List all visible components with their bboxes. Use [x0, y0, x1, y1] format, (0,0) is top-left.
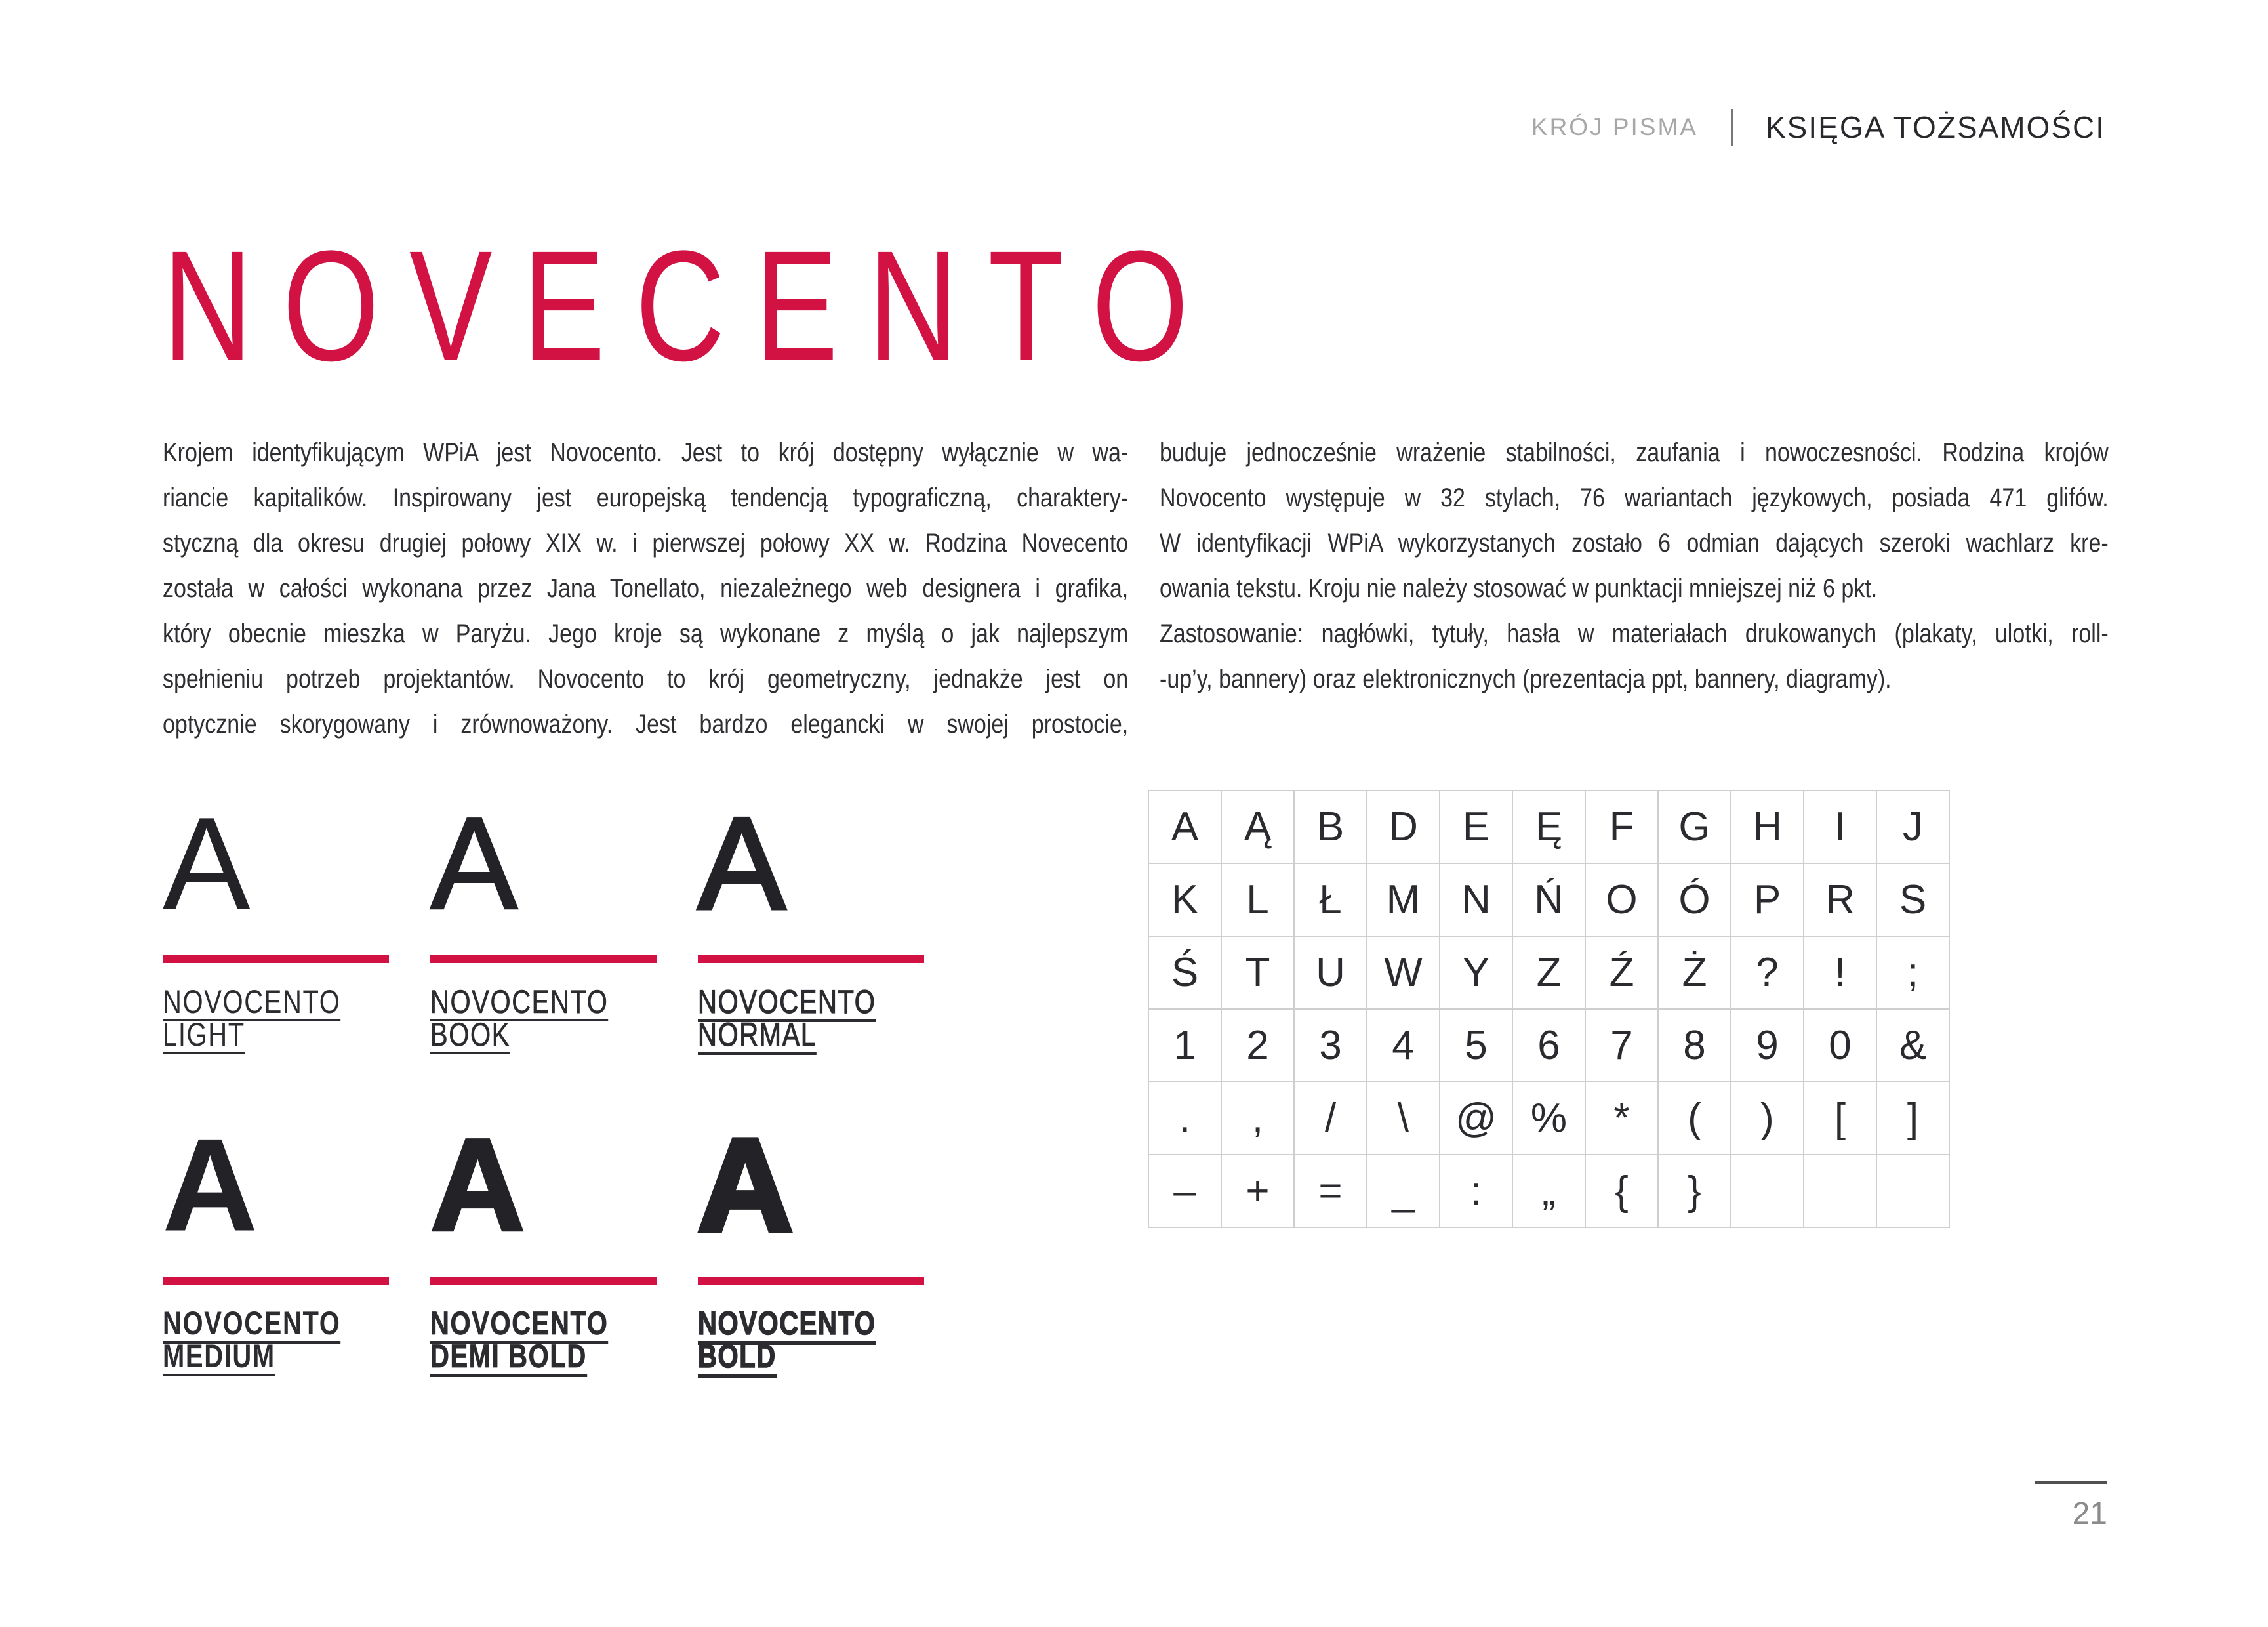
specimen-underline-bar: [163, 955, 389, 963]
specimen-underline-bar: [163, 1277, 389, 1285]
glyph-cell: [1658, 1009, 1731, 1082]
glyph-cell: [1221, 1009, 1294, 1082]
glyph-cell: [1221, 1082, 1294, 1155]
glyph-cell: [1804, 1009, 1876, 1082]
specimen-label: [430, 985, 611, 1051]
body-text-line: Zastosowanie: nagłówki, tytuły, hasła w materiałach drukowanych (plakaty, ulotki, roll-: [1160, 619, 2109, 648]
glyph-cell: [1731, 936, 1804, 1009]
glyph-character: :: [1470, 1168, 1482, 1214]
glyph-cell: [1876, 936, 1949, 1009]
glyph-cell: [1440, 863, 1512, 936]
glyph-cell: [1440, 1009, 1512, 1082]
glyph-character: }: [1688, 1168, 1701, 1214]
glyph-character: ,: [1251, 1096, 1264, 1141]
glyph-cell: [1294, 1009, 1367, 1082]
glyph-cell: [1731, 1009, 1804, 1082]
glyph-character: Y: [1462, 950, 1490, 995]
glyph-character: E: [1462, 804, 1490, 850]
specimen-novocento-demi-bold: [430, 1112, 657, 1441]
glyph-character: Ś: [1171, 950, 1199, 995]
specimen-weight-name: DEMI BOLD: [430, 1340, 587, 1377]
glyph-character: F: [1609, 804, 1634, 850]
specimen-underline-bar: [698, 1277, 924, 1285]
glyph-cell: [1658, 1155, 1731, 1227]
glyph-character: 2: [1246, 1023, 1269, 1068]
glyph-cell: [1367, 791, 1440, 863]
glyph-character: =: [1318, 1168, 1343, 1214]
glyph-character: *: [1613, 1096, 1630, 1141]
specimen-weight-name: BOLD: [698, 1340, 777, 1378]
glyph-cell: [1440, 1082, 1512, 1155]
glyph-character: [: [1834, 1096, 1846, 1141]
glyph-cell: [1148, 1155, 1221, 1227]
glyph-character: _: [1392, 1168, 1415, 1214]
glyph-character: /: [1324, 1096, 1337, 1141]
specimen-family-name: NOVOCENTO: [163, 1307, 340, 1344]
glyph-character: \: [1397, 1096, 1409, 1141]
glyph-character: Z: [1536, 950, 1562, 995]
glyph-character: G: [1678, 804, 1711, 850]
glyph-character: U: [1316, 950, 1345, 995]
glyph-character: Ł: [1319, 877, 1342, 922]
glyph-character: !: [1834, 950, 1846, 995]
specimen-letter: A: [430, 791, 518, 937]
glyph-character: I: [1834, 804, 1846, 850]
glyph-character: .: [1179, 1096, 1191, 1141]
glyph-cell: [1512, 936, 1585, 1009]
glyph-cell: [1148, 791, 1221, 863]
glyph-cell: [1585, 863, 1658, 936]
glyph-cell: [1658, 936, 1731, 1009]
glyph-character: 0: [1829, 1023, 1852, 1068]
glyph-character: Ą: [1244, 804, 1272, 850]
glyph-table-body: [1148, 791, 1949, 1227]
specimen-label: [698, 1307, 879, 1372]
glyph-character: 9: [1756, 1023, 1779, 1068]
glyph-cell: [1440, 1155, 1512, 1227]
glyph-cell: [1148, 863, 1221, 936]
glyph-cell: [1804, 936, 1876, 1009]
specimen-label: [430, 1307, 611, 1372]
glyph-cell: [1512, 1155, 1585, 1227]
glyph-character: 1: [1173, 1023, 1196, 1068]
glyph-cell: [1148, 1082, 1221, 1155]
glyph-character: @: [1455, 1096, 1497, 1141]
weight-specimens: [163, 791, 965, 1441]
glyph-character: K: [1171, 877, 1199, 922]
glyph-cell: [1512, 1009, 1585, 1082]
header-divider: [1731, 109, 1733, 146]
glyph-character: 7: [1610, 1023, 1633, 1068]
glyph-character: 4: [1392, 1023, 1415, 1068]
glyph-cell: [1294, 1155, 1367, 1227]
glyph-character: O: [1606, 877, 1638, 922]
body-text-line: riancie kapitalików. Inspirowany jest europejską tendencją typograficzną, charaktery-: [163, 484, 1129, 512]
glyph-cell: [1876, 863, 1949, 936]
glyph-table: [1148, 790, 1950, 1228]
glyph-character: Ó: [1678, 877, 1711, 922]
body-text-line: optycznie skorygowany i zrównoważony. Jest bardzo elegancki w swojej prostocie,: [163, 710, 1129, 739]
glyph-cell: [1221, 936, 1294, 1009]
glyph-cell: [1876, 791, 1949, 863]
glyph-cell: [1367, 1009, 1440, 1082]
specimen-family-name: NOVOCENTO: [163, 983, 341, 1020]
glyph-cell: [1440, 791, 1512, 863]
glyph-cell: [1512, 863, 1585, 936]
glyph-cell: [1731, 863, 1804, 936]
glyph-cell: [1658, 1082, 1731, 1155]
glyph-character: –: [1173, 1168, 1196, 1214]
specimen-family-name: NOVOCENTO: [430, 983, 609, 1020]
specimen-underline-bar: [430, 955, 657, 963]
intro-left-column: [163, 430, 1128, 747]
specimen-family-name: NOVOCENTO: [698, 985, 876, 1022]
page-number-rule: [2035, 1481, 2107, 1484]
glyph-character: T: [1245, 950, 1270, 995]
page-header: [1531, 109, 2105, 146]
glyph-row: [1148, 1009, 1949, 1082]
glyph-cell: [1804, 1082, 1876, 1155]
glyph-character: 8: [1683, 1023, 1706, 1068]
glyph-character: Ź: [1609, 950, 1634, 995]
specimen-underline-bar: [430, 1277, 657, 1285]
glyph-character: ): [1760, 1096, 1774, 1141]
body-text-line: spełnieniu potrzeb projektantów. Novocento to krój geometryczny, jednakże jest on: [163, 665, 1129, 693]
specimen-label: [163, 1307, 344, 1372]
glyph-cell: [1440, 936, 1512, 1009]
body-text-line: Novocento występuje w 32 stylach, 76 wariantach językowych, posiada 471 glifów.: [1160, 484, 2109, 512]
specimen-underline-bar: [698, 955, 924, 963]
glyph-cell: [1804, 791, 1876, 863]
specimen-family-name: NOVOCENTO: [430, 1307, 608, 1344]
specimen-letter: A: [698, 1112, 793, 1258]
typeface-title: NOVECENTO: [163, 218, 1219, 394]
specimen-label: [163, 985, 344, 1051]
body-text-line: który obecnie mieszka w Paryżu. Jego kroje są wykonane z myślą o jak najlepszym: [163, 619, 1129, 648]
glyph-cell: [1221, 791, 1294, 863]
intro-right-column: [1160, 430, 2109, 702]
glyph-cell: [1512, 791, 1585, 863]
glyph-character: 3: [1319, 1023, 1342, 1068]
glyph-character: %: [1530, 1096, 1568, 1141]
glyph-character: ?: [1756, 950, 1779, 995]
glyph-character: N: [1461, 877, 1491, 922]
glyph-cell: [1148, 1009, 1221, 1082]
glyph-cell: [1367, 1082, 1440, 1155]
glyph-character: +: [1245, 1168, 1270, 1214]
body-text-line: -up’y, bannery) oraz elektronicznych (prezentacja ppt, bannery, diagramy).: [1160, 665, 1892, 693]
glyph-row: [1148, 791, 1949, 863]
glyph-character: H: [1752, 804, 1782, 850]
glyph-character: S: [1899, 877, 1927, 922]
glyph-cell: [1804, 863, 1876, 936]
specimen-novocento-book: [430, 791, 657, 1120]
glyph-cell: [1294, 863, 1367, 936]
glyph-cell: [1731, 1082, 1804, 1155]
glyph-character: ]: [1907, 1096, 1919, 1141]
specimen-weight-name: LIGHT: [163, 1016, 245, 1053]
glyph-character: B: [1316, 804, 1345, 850]
glyph-cell: [1658, 791, 1731, 863]
glyph-character: Ę: [1535, 804, 1563, 850]
specimen-novocento-medium: [163, 1112, 389, 1441]
glyph-character: W: [1384, 950, 1423, 995]
glyph-cell: [1294, 936, 1367, 1009]
body-text-line: buduje jednocześnie wrażenie stabilności, zaufania i nowoczesności. Rodzina krojów: [1160, 438, 2109, 467]
specimen-weight-name: BOOK: [430, 1016, 510, 1053]
glyph-cell: [1876, 1155, 1949, 1227]
specimen-letter: A: [163, 1112, 258, 1258]
glyph-character: 5: [1465, 1023, 1488, 1068]
glyph-cell: [1585, 791, 1658, 863]
glyph-cell: [1221, 1155, 1294, 1227]
body-text-line: W identyfikacji WPiA wykorzystanych zostało 6 odmian dających szeroki wachlarz kre-: [1160, 529, 2109, 558]
glyph-row: [1148, 1082, 1949, 1155]
glyph-character: „: [1542, 1168, 1556, 1214]
specimen-novocento-bold: [698, 1112, 924, 1441]
glyph-cell: [1367, 1155, 1440, 1227]
specimen-weight-name: NORMAL: [698, 1018, 817, 1055]
glyph-row: [1148, 936, 1949, 1009]
glyph-cell: [1294, 1082, 1367, 1155]
glyph-cell: [1294, 791, 1367, 863]
glyph-character: M: [1386, 877, 1421, 922]
glyph-character: Ń: [1534, 877, 1564, 922]
body-text-line: styczną dla okresu drugiej połowy XIX w. i pierwszej połowy XX w. Rodzina Novecento: [163, 529, 1129, 558]
specimen-letter: A: [698, 791, 786, 937]
body-text-line: Krojem identyfikującym WPiA jest Novocento. Jest to krój dostępny wyłącznie w wa-: [163, 438, 1129, 467]
specimen-letter: A: [430, 1112, 525, 1258]
section-label: KRÓJ PISMA: [1531, 113, 1698, 140]
glyph-cell: [1876, 1009, 1949, 1082]
glyph-cell: [1804, 1155, 1876, 1227]
specimen-novocento-light: [163, 791, 389, 1120]
glyph-character: (: [1688, 1096, 1701, 1141]
glyph-character: {: [1615, 1168, 1629, 1214]
glyph-character: Ż: [1682, 950, 1707, 995]
specimen-weight-name: MEDIUM: [163, 1340, 275, 1376]
page-number: 21: [2072, 1496, 2107, 1531]
specimen-novocento-normal: [698, 791, 924, 1120]
glyph-cell: [1585, 1082, 1658, 1155]
glyph-character: &: [1899, 1023, 1927, 1068]
glyph-cell: [1367, 936, 1440, 1009]
specimen-label: [698, 985, 879, 1051]
body-text-line: została w całości wykonana przez Jana Tonellato, niezależnego web designera i grafika,: [163, 574, 1129, 603]
glyph-character: ;: [1907, 950, 1919, 995]
glyph-cell: [1221, 863, 1294, 936]
glyph-cell: [1731, 1155, 1804, 1227]
glyph-character: J: [1903, 804, 1923, 850]
specimen-letter: A: [163, 791, 251, 937]
glyph-cell: [1876, 1082, 1949, 1155]
glyph-row: [1148, 1155, 1949, 1227]
specimen-family-name: NOVOCENTO: [698, 1307, 876, 1345]
glyph-cell: [1585, 1155, 1658, 1227]
glyph-cell: [1658, 863, 1731, 936]
glyph-character: A: [1171, 804, 1199, 850]
glyph-cell: [1512, 1082, 1585, 1155]
glyph-character: 6: [1537, 1023, 1560, 1068]
body-text-line: owania tekstu. Kroju nie należy stosować w punktacji mniejszej niż 6 pkt.: [1160, 574, 1878, 603]
document-title: KSIĘGA TOŻSAMOŚCI: [1766, 110, 2105, 144]
glyph-cell: [1585, 936, 1658, 1009]
glyph-row: [1148, 863, 1949, 936]
glyph-cell: [1148, 936, 1221, 1009]
glyph-character: D: [1388, 804, 1418, 850]
glyph-cell: [1585, 1009, 1658, 1082]
glyph-character: P: [1753, 877, 1781, 922]
glyph-cell: [1731, 791, 1804, 863]
glyph-character: R: [1825, 877, 1855, 922]
glyph-cell: [1367, 863, 1440, 936]
glyph-character: L: [1246, 877, 1269, 922]
